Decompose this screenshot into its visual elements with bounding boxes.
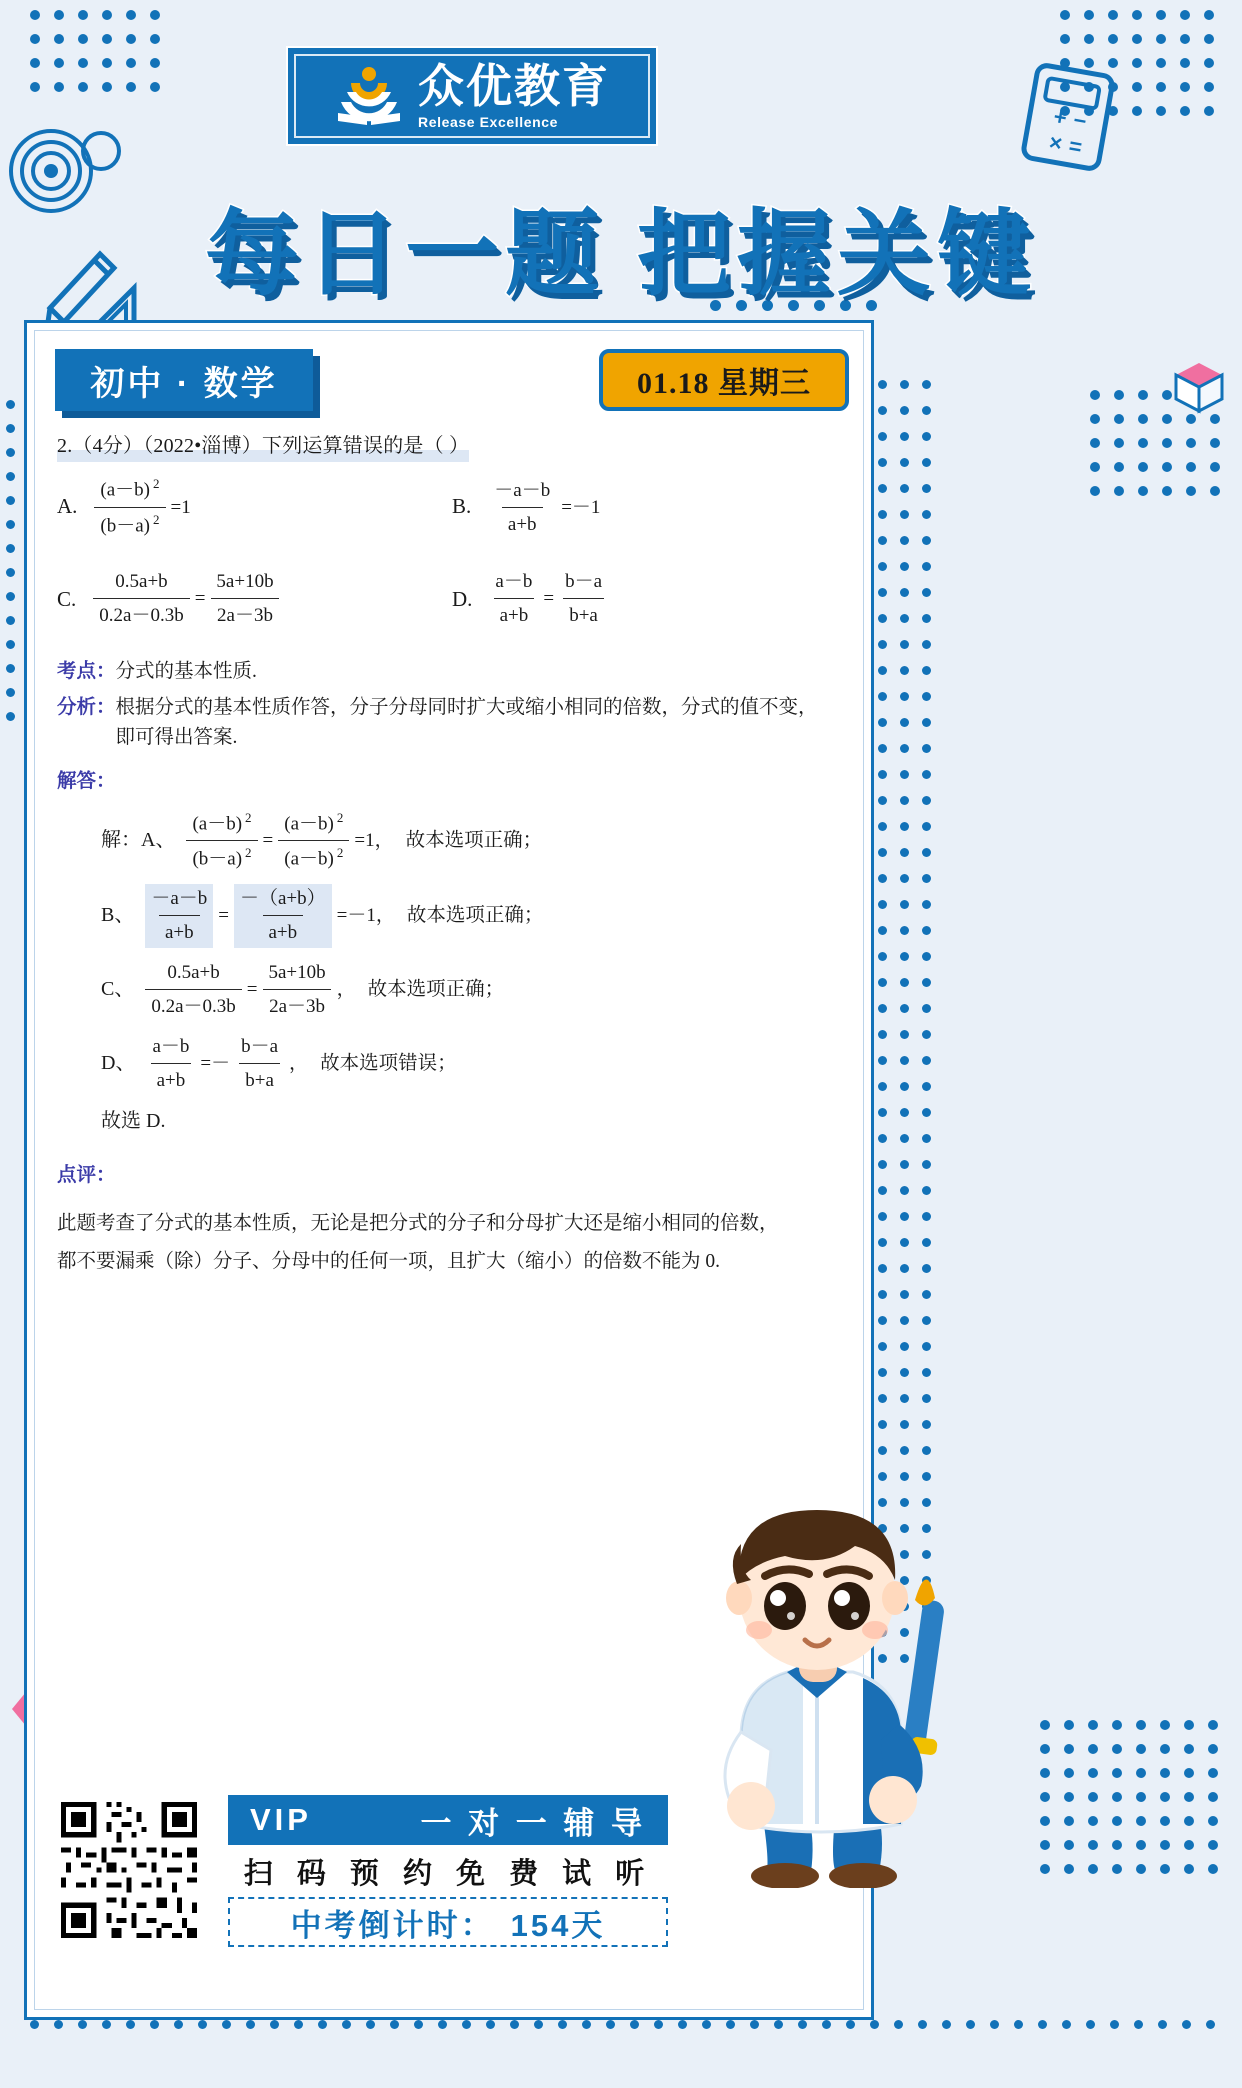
fenxi-text-line1: 根据分式的基本性质作答，分子分母同时扩大或缩小相同的倍数，分式的值不变， [115,696,818,718]
book-sunrise-icon [334,63,404,129]
calculator-icon [1020,62,1116,172]
option-c-denominator-2: 2a－3b [211,598,279,630]
options-list [57,474,847,630]
option-a [57,474,452,541]
options-row-1 [57,474,847,541]
option-c-equals: = [194,587,206,609]
solution-c-num-2: 5a+10b [268,961,326,983]
solution-a-fraction-right [278,808,349,875]
svg-text:=: = [1066,132,1084,160]
solution-b-num-2: －（a+b） [240,888,326,910]
solution-c-den: 0.2a－0.3b [145,989,241,1021]
solution-a-den: (b－a) $^2$ [186,840,257,874]
brush [903,1579,946,1755]
solution-a-result: =1， [354,830,394,852]
brand-text [418,60,610,130]
option-d-denominator: a+b [494,598,535,630]
subject-badge: 初中 · 数学 [55,349,313,411]
problem-body [57,431,847,1279]
kaodian-section [57,657,847,687]
solution-b-den-2: a+b [263,915,304,947]
kaodian-label: 考点： [57,660,116,682]
solution-row-d [101,1032,847,1096]
option-c [57,567,452,631]
solution-b-letter: B、 [101,904,135,927]
option-b-rhs: =－1 [561,496,601,518]
solution-a-prefix: 解：A、 [101,829,176,852]
option-b-letter: B. [452,494,472,519]
kaodian-text: 分式的基本性质. [115,660,257,682]
solution-a-equals: = [262,830,274,852]
solution-c-den-2: 2a－3b [263,989,331,1021]
option-c-fraction-left [93,567,189,631]
solution-row-b [101,884,847,948]
option-a-rhs: =1 [170,496,191,518]
solution-d-equals: =－ [200,1053,231,1074]
solution-c-num: 0.5a+b [167,961,220,983]
solution-b-fraction-right [234,884,332,948]
option-c-numerator: 0.5a+b [115,570,168,592]
fenxi-label: 分析： [57,696,116,718]
solution-c-fraction-left [145,958,241,1022]
solution-b-den: a+b [159,915,200,947]
solution-d-tail: 故本选项错误； [320,1052,457,1074]
solution-c-tail: 故本选项正确； [367,978,505,1000]
fenxi-section [57,693,847,753]
vip-banner[interactable] [228,1795,668,1845]
countdown-label: 中考倒计时： [290,1907,495,1943]
student-mascot-icon [667,1488,967,1888]
solution-a-num: (a－b) $^2$ [192,809,252,834]
fenxi-text [116,693,847,753]
option-b-numerator: －a－b [494,479,551,501]
option-d [452,567,847,631]
solution-row-a [101,808,847,875]
solution-d-den: a+b [151,1063,192,1095]
options-row-2 [57,567,847,631]
option-d-numerator-2: b－a [565,570,603,592]
brand-name-cn: 众优教育 [418,60,610,112]
content-card [24,320,874,2020]
question-text: 2.（4分）（2022•淄博）下列运算错误的是（ ） [57,431,469,462]
solution-row-c [101,958,847,1022]
vip-service-label: 一 对 一 辅 导 [420,1805,646,1841]
solution-b-tail: 故本选项正确； [406,904,544,926]
option-b-denominator: a+b [502,507,543,539]
option-a-fraction [94,474,165,541]
solution-d-letter: D、 [101,1052,136,1075]
brand-name-en: Release Excellence [418,114,559,130]
solution-c-fraction-right [263,958,332,1022]
solution-c-result: ， [336,979,356,1001]
option-c-letter: C. [57,586,77,611]
solution-c-letter: C、 [101,978,135,1001]
option-c-denominator: 0.2a－0.3b [93,598,189,630]
solution-b-equals: = [218,905,229,927]
solution-d-fraction-right [235,1032,284,1096]
solution-d-num: a－b [152,1035,190,1057]
option-b [452,474,847,541]
option-d-equals: = [543,587,555,609]
option-d-denominator-2: b+a [563,598,604,630]
solution-b-num: －a－b [151,888,208,910]
date-badge: 01.18 星期三 [599,349,849,411]
option-a-denominator: (b－a) $^2$ [94,507,165,541]
dianping-label: 点评： [57,1164,116,1186]
page-title: 每日一题 把握关键 [204,201,1038,306]
cube-icon [1168,355,1230,417]
svg-text:×: × [1047,129,1065,157]
option-d-letter: D. [452,586,473,611]
solution-a-tail: 故本选项正确； [405,829,543,851]
brand-logo-bar [286,46,658,146]
option-a-letter: A. [57,494,78,519]
option-a-numerator: (a－b) $^2$ [100,476,160,501]
solution-d-num-2: b－a [241,1035,279,1057]
promo-block [58,1795,668,1970]
solution-d-den-2: b+a [239,1063,280,1095]
promo-subtitle: 扫 码 预 约 免 费 试 听 [243,1857,653,1890]
svg-text:−: − [1071,107,1089,135]
fenxi-text-line2: 即可得出答案. [115,727,238,749]
vip-label: VIP [250,1802,312,1837]
option-d-fraction-left [489,567,538,631]
option-d-fraction-right [559,567,608,631]
option-c-fraction-right [210,567,279,631]
solution-a-fraction-left [186,808,257,875]
solution-b-result: =－1， [336,905,395,927]
option-b-fraction [488,476,556,540]
svg-text:+: + [1051,103,1069,131]
question-line-wrap [57,431,847,462]
option-d-numerator: a－b [495,570,533,592]
solution-conclusion: 故选 D. [101,1109,166,1132]
solution-c-equals: = [246,979,258,1001]
dianping-text-line1: 此题考查了分式的基本性质，无论是把分式的分子和分母扩大还是缩小相同的倍数， [57,1212,779,1234]
qr-code-icon[interactable] [54,1795,204,1945]
solution-a-num-2: (a－b) $^2$ [284,809,344,834]
solution-d-fraction-left [146,1032,195,1096]
solution-d-result: ， [289,1053,309,1074]
small-circle-icon [80,130,122,172]
option-c-numerator-2: 5a+10b [216,570,274,592]
promo-text-block [228,1795,668,1947]
countdown-value: 154天 [510,1907,606,1943]
countdown-banner [228,1897,668,1947]
solution-a-den-2: (a－b) $^2$ [278,840,349,874]
jieda-label: 解答： [57,771,116,793]
solution-b-fraction-left [145,884,213,948]
dianping-text-line2: 都不要漏乘（除）分子、分母中的任何一项，且扩大（缩小）的倍数不能为 0. [57,1251,721,1272]
